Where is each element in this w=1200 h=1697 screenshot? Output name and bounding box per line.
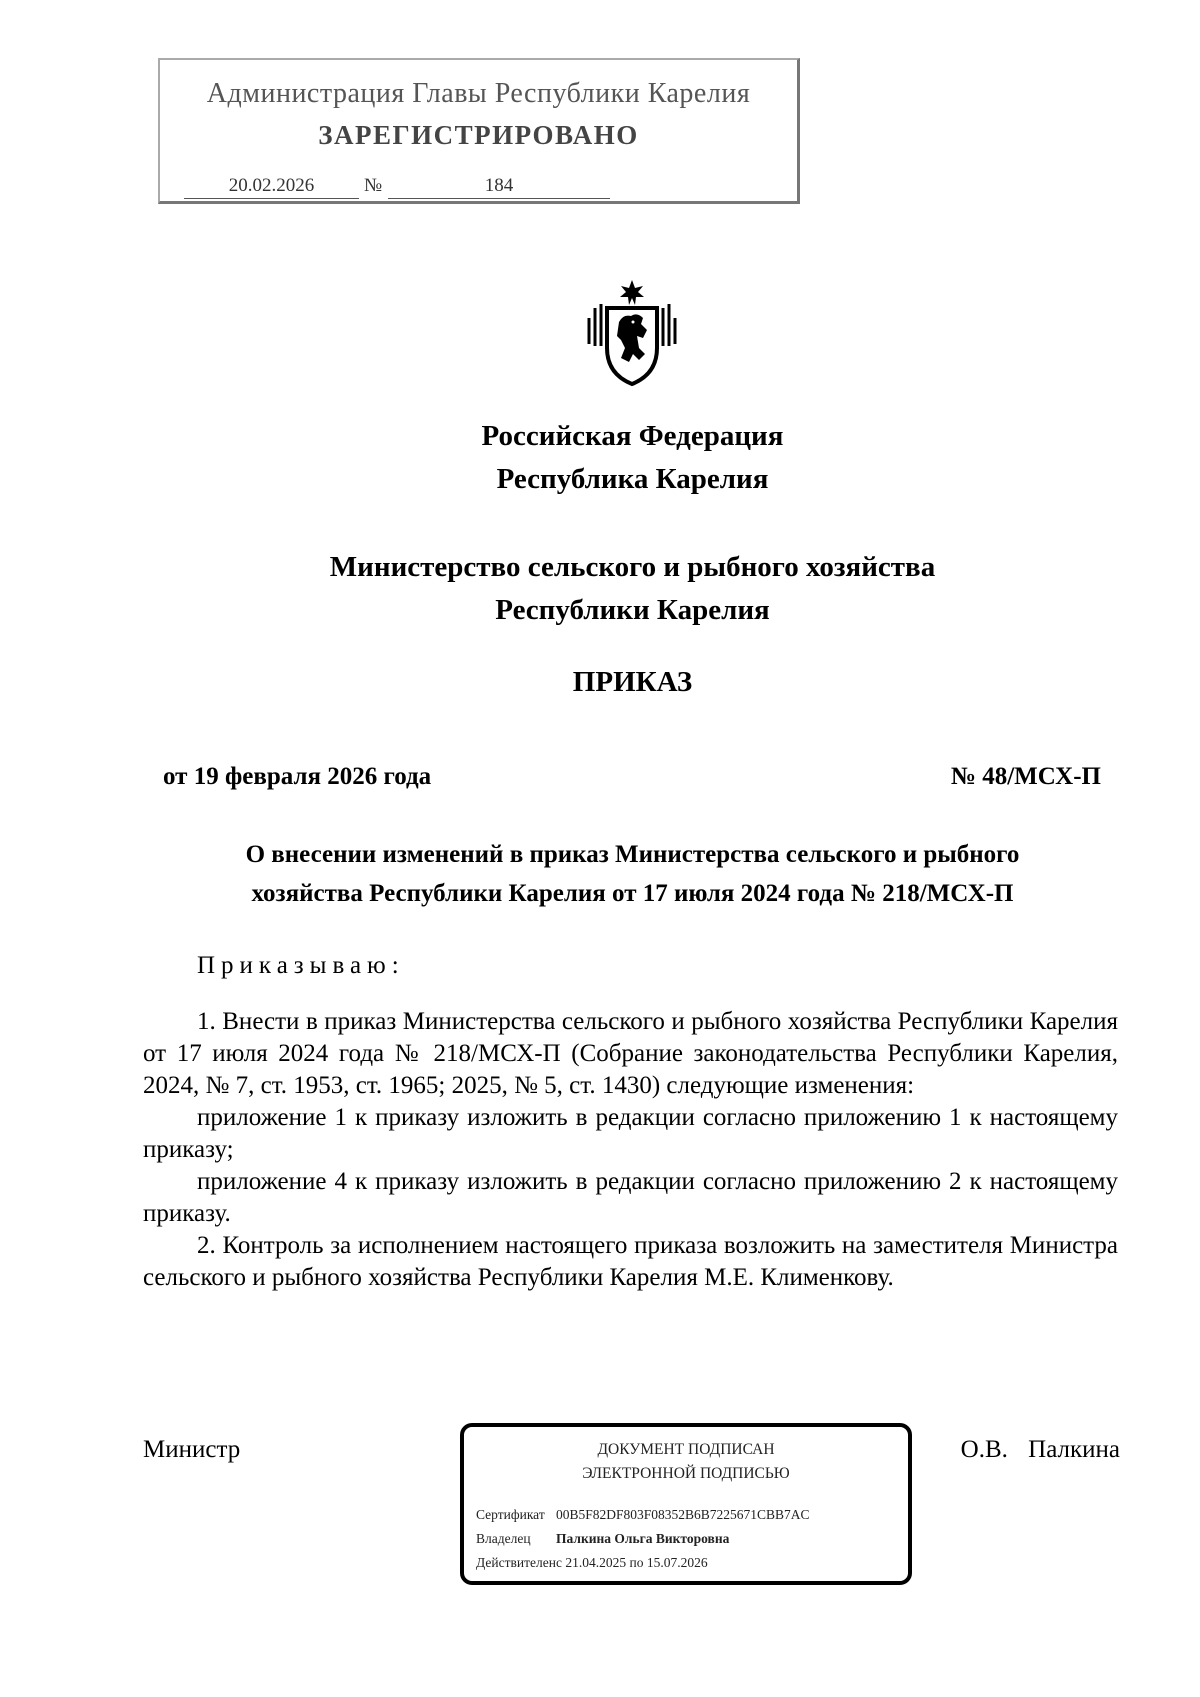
paragraph-2: 2. Контроль за исполнением настоящего приказа возложить на заместителя Министра сельского и рыбного хозяйства Республики Карелия М.Е. Клименкову. [143,1232,1118,1291]
registration-stamp [158,58,800,204]
paragraph-1: 1. Внести в приказ Министерства сельского и рыбного хозяйства Республики Карелия от 17 июля 2024 года № 218/МСХ-П (Собрание законодательства Республики Карелия, 2024, № 7, ст. 1953, ст. 1965; 2025, № 5, ст. 1430) следующие изменения: [143,1008,1118,1099]
coat-of-arms-icon [583,278,681,388]
header-ministry-line2: Республики Карелия [495,594,770,626]
header-country: Российская Федерация [481,420,784,452]
document-type: ПРИКАЗ [572,666,693,698]
esig-certificate: 00B5F82DF803F08352B6B7225671CBB7AC [556,1507,810,1522]
signatory-name: О.В. Палкина [960,1436,1120,1463]
order-body [143,1006,1118,1294]
stamp-number: 184 [388,174,610,199]
order-number: № 48/МСХ-П [950,763,1101,790]
esig-certificate-label: Сертификат [476,1507,545,1522]
stamp-administration: Администрация Главы Республики Карелия [206,78,751,109]
esig-owner: Палкина Ольга Викторовна [556,1531,730,1546]
esig-valid-row [476,1555,708,1571]
esig-valid-label: Действителен [476,1555,556,1570]
esig-valid: с 21.04.2025 по 15.07.2026 [556,1555,708,1570]
esig-certificate-row [476,1507,810,1523]
header-ministry-line1: Министерство сельского и рыбного хозяйства [329,551,936,583]
esig-heading-line1: ДОКУМЕНТ ПОДПИСАН [597,1441,775,1458]
order-subject-line1: О внесении изменений в приказ Министерства сельского и рыбного [245,841,1020,868]
order-date: от 19 февраля 2026 года [163,763,432,790]
esig-owner-row [476,1531,729,1547]
esig-heading-line2: ЭЛЕКТРОННОЙ ПОДПИСЬЮ [582,1465,790,1482]
signatory-title: Министр [143,1436,241,1463]
stamp-date: 20.02.2026 [184,174,359,199]
esig-owner-label: Владелец [476,1531,531,1546]
stamp-status: ЗАРЕГИСТРИРОВАНО [318,120,639,150]
stamp-number-sign: № [364,175,383,196]
paragraph-amendment-2: приложение 4 к приказу изложить в редакции согласно приложению 2 к настоящему приказу. [143,1168,1118,1227]
order-subject-line2: хозяйства Республики Карелия от 17 июля 2024 года № 218/МСХ-П [251,880,1014,907]
header-republic: Республика Карелия [496,463,769,495]
paragraph-amendment-1: приложение 1 к приказу изложить в редакции согласно приложению 1 к настоящему приказу; [143,1104,1118,1163]
electronic-signature-stamp [460,1423,912,1585]
order-word: Приказываю: [197,952,405,979]
